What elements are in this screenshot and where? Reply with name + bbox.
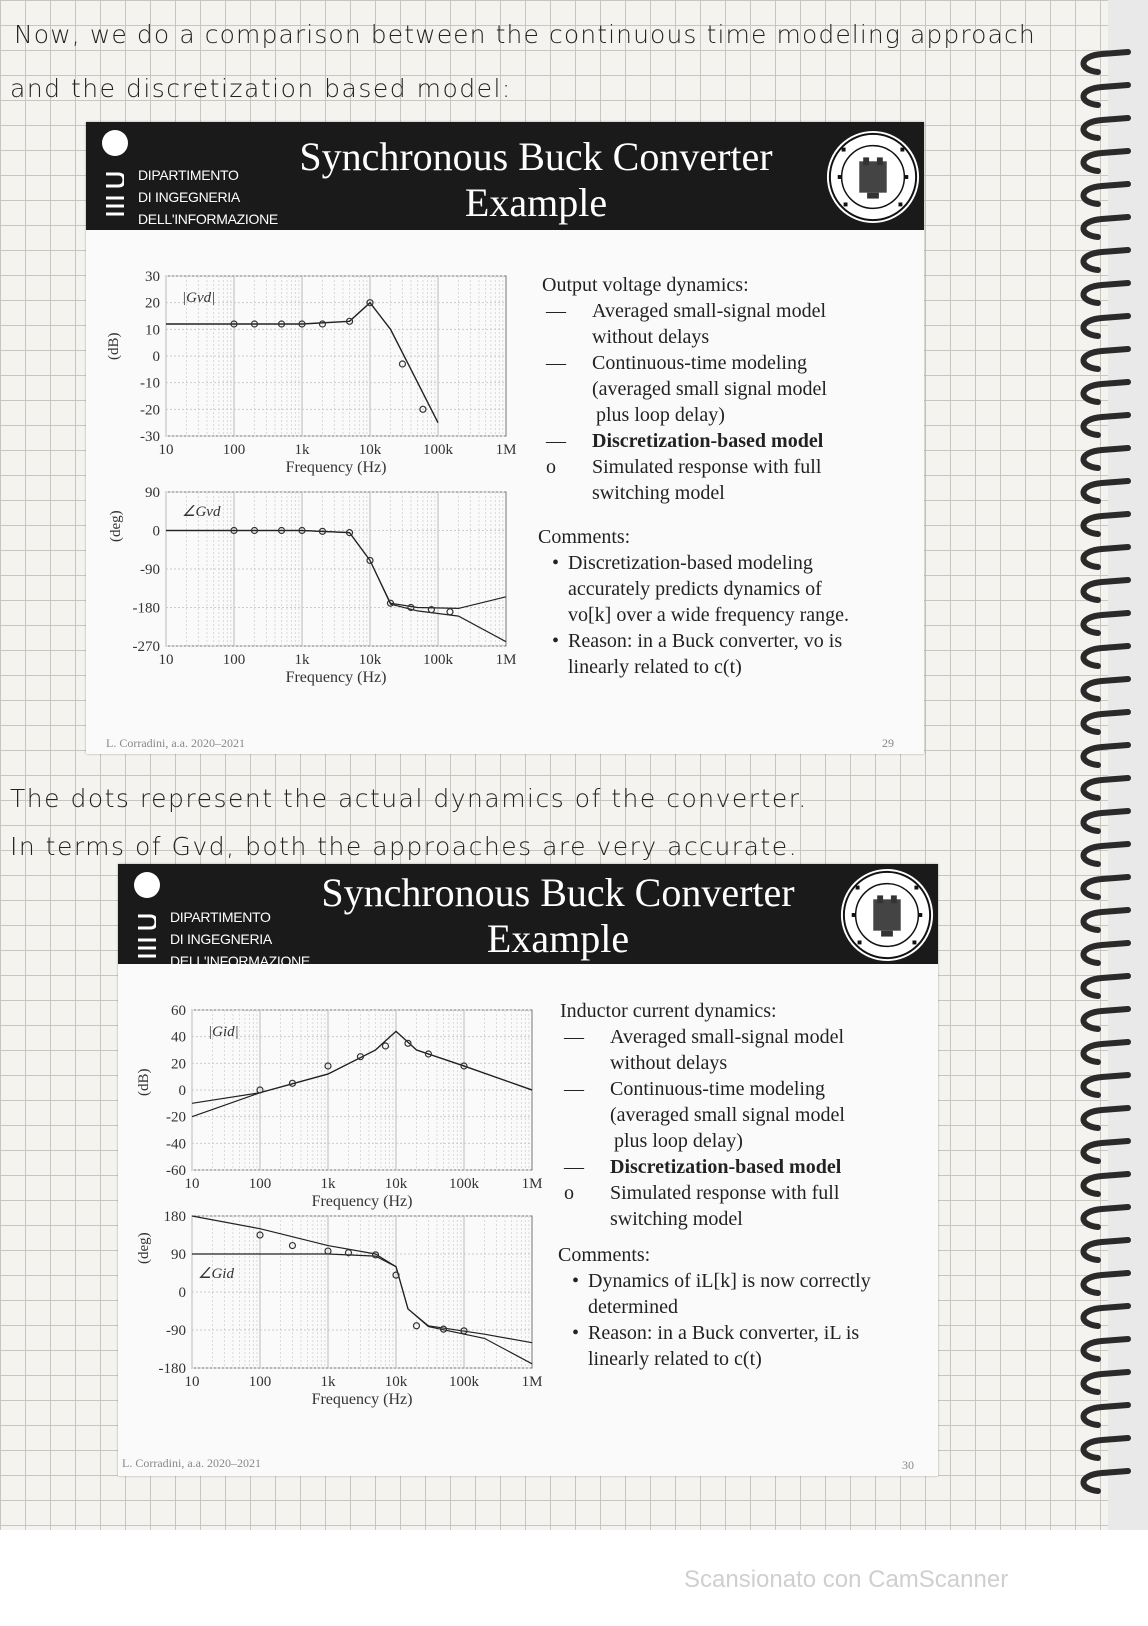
legend-item: [560, 1024, 845, 1076]
legend-text: Averaged small-signal model: [592, 300, 827, 322]
legend-marker: o: [564, 1182, 574, 1204]
legend-text: (averaged small signal model: [592, 378, 827, 400]
x-tick-labels: [159, 442, 517, 458]
comments-title: Comments:: [558, 1244, 651, 1266]
simulated-point: [447, 609, 453, 615]
comment-item: [538, 628, 849, 680]
x-tick-label: 100: [222, 652, 246, 668]
university-logo: [100, 128, 278, 227]
slide-page-number: 29: [882, 736, 894, 750]
legend-text: Discretization-based model: [592, 430, 824, 452]
legend-title: Output voltage dynamics:: [542, 274, 749, 296]
x-tick-label: 100k: [449, 1176, 479, 1192]
legend-text: Continuous-time modeling: [592, 352, 807, 374]
x-tick-label: 1M: [495, 442, 516, 458]
simulated-points: [231, 300, 426, 413]
note-line-4: In terms of Gvd, both the approaches are very accurate.: [10, 832, 799, 861]
mag-ylabel: (dB): [136, 1068, 152, 1096]
y-tick-label: 20: [171, 1056, 186, 1073]
simulated-points: [231, 528, 453, 615]
comment-text: linearly related to c(t): [568, 656, 742, 678]
legend-item: [542, 350, 827, 428]
x-tick-label: 100k: [449, 1374, 479, 1390]
legend-text: without delays: [610, 1052, 728, 1074]
x-tick-label: 10k: [358, 442, 382, 458]
legend-item: [542, 298, 827, 350]
y-tick-labels: [166, 1003, 186, 1179]
comment-text: vo[k] over a wide frequency range.: [568, 604, 849, 626]
university-logo: [132, 870, 310, 969]
simulated-points: [257, 1232, 467, 1334]
note-line-1: Now, we do a comparison between the continuous time modeling approach: [14, 20, 1036, 49]
y-tick-labels: [159, 1209, 187, 1377]
dept-line-1: DIPARTIMENTO: [138, 167, 239, 183]
comment-text: • Discretization-based modeling: [568, 552, 813, 574]
legend-text: Discretization-based model: [610, 1156, 842, 1178]
x-tick-label: 100k: [423, 442, 453, 458]
gvd-phase-plot: [96, 482, 516, 702]
comment-text: • Reason: in a Buck converter, vo is: [568, 630, 843, 652]
y-tick-label: 0: [152, 523, 160, 540]
spiral-binding: [1068, 0, 1148, 1530]
legend-item: [542, 428, 827, 454]
logo-dot-icon: [102, 130, 128, 156]
dept-line-3: DELL'INFORMAZIONE: [170, 953, 310, 969]
comment-text: • Reason: in a Buck converter, iL is: [588, 1322, 860, 1344]
logo-dot-icon: [134, 872, 160, 898]
y-tick-label: 90: [171, 1247, 186, 1263]
mag-plot-label: |Gvd|: [182, 290, 216, 306]
y-tick-label: -90: [166, 1323, 186, 1339]
comment-text: determined: [588, 1296, 678, 1318]
x-tick-label: 100: [222, 442, 246, 458]
gid-phase-plot: [122, 1208, 542, 1418]
y-tick-label: 20: [145, 295, 160, 312]
legend-item: [560, 1154, 845, 1180]
mag-xlabel: Frequency (Hz): [285, 459, 387, 476]
y-tick-label: -40: [166, 1136, 186, 1153]
x-tick-label: 1M: [521, 1176, 542, 1192]
legend-text: Simulated response with full: [610, 1182, 840, 1204]
note-line-3: The dots represent the actual dynamics of the converter.: [10, 784, 808, 813]
y-tick-label: 0: [152, 349, 160, 365]
y-tick-label: 60: [171, 1003, 186, 1019]
y-tick-label: 90: [145, 485, 160, 501]
slide-title-line-2: Example: [486, 916, 630, 961]
y-tick-label: -30: [140, 429, 160, 445]
legend: [542, 272, 827, 506]
legend-item: [542, 454, 827, 506]
x-tick-label: 10k: [384, 1374, 408, 1390]
binding-edge: [1108, 0, 1148, 1530]
comment-text: linearly related to c(t): [588, 1348, 762, 1370]
slide-title-line-1: Synchronous Buck Converter: [321, 870, 795, 915]
legend: [560, 998, 845, 1232]
x-tick-label: 10: [158, 442, 174, 458]
gvd-magnitude-plot: [96, 262, 516, 482]
legend-marker: —: [564, 1156, 584, 1178]
series-discretization-line: [192, 1254, 532, 1364]
legend-text: Continuous-time modeling: [610, 1078, 825, 1100]
legend-text: plus loop delay): [614, 1130, 743, 1152]
legend-marker: —: [546, 300, 566, 322]
x-tick-label: 10k: [358, 652, 382, 668]
comment-item: [558, 1268, 871, 1320]
y-tick-labels: [133, 485, 161, 655]
comment-text: accurately predicts dynamics of: [568, 578, 822, 600]
x-tick-labels: [185, 1374, 543, 1390]
comments-title: Comments:: [538, 526, 631, 548]
x-tick-label: 100: [248, 1374, 272, 1390]
y-tick-label: 10: [145, 322, 160, 339]
slide-title-line-1: Synchronous Buck Converter: [299, 134, 773, 179]
comments: [538, 524, 849, 680]
legend-text: Simulated response with full: [592, 456, 822, 478]
y-tick-label: -20: [166, 1109, 186, 1126]
slide-header: [86, 122, 924, 230]
slide-30: [118, 864, 938, 1476]
legend-text: plus loop delay): [596, 404, 725, 426]
x-tick-label: 1k: [294, 442, 310, 458]
legend-marker: —: [564, 1078, 584, 1100]
y-tick-label: -270: [132, 639, 160, 655]
legend-marker: o: [546, 456, 556, 478]
gid-magnitude-plot: [122, 996, 542, 1216]
university-seal-icon: [824, 128, 922, 226]
x-tick-label: 10: [158, 652, 174, 668]
legend-text: Averaged small-signal model: [610, 1026, 845, 1048]
x-tick-label: 1k: [320, 1374, 336, 1390]
y-tick-label: 30: [145, 269, 160, 285]
y-tick-label: -60: [166, 1163, 186, 1179]
mag-ylabel: (dB): [106, 332, 122, 360]
series-continuous-line: [192, 1031, 532, 1116]
legend-marker: —: [564, 1026, 584, 1048]
y-tick-label: 40: [171, 1029, 186, 1046]
camscanner-watermark: Scansionato con CamScanner: [684, 1566, 1009, 1593]
x-tick-label: 100: [248, 1176, 272, 1192]
slide-29: [86, 122, 924, 754]
slide-header: [118, 864, 938, 969]
legend-title: Inductor current dynamics:: [560, 1000, 777, 1022]
legend-marker: —: [546, 430, 566, 452]
x-tick-labels: [185, 1176, 543, 1192]
series-discretization-line: [192, 1031, 532, 1103]
legend-marker: —: [546, 352, 566, 374]
comment-item: [558, 1320, 871, 1372]
legend-item: [560, 1076, 845, 1154]
y-tick-label: -10: [140, 375, 160, 392]
phase-ylabel: (deg): [136, 1232, 152, 1264]
note-line-2: and the discretization based model:: [10, 74, 512, 103]
grid: [192, 1216, 532, 1368]
phase-plot-label: ∠Gvd: [182, 504, 221, 520]
phase-xlabel: Frequency (Hz): [311, 1391, 413, 1408]
y-tick-label: -90: [140, 562, 160, 578]
mag-plot-label: |Gid|: [208, 1024, 239, 1040]
logo-bars-icon: [104, 168, 124, 218]
legend-item: [560, 1180, 845, 1232]
y-tick-label: 0: [178, 1083, 186, 1099]
series-discretization-line: [166, 531, 506, 642]
slide-footer: L. Corradini, a.a. 2020–2021: [122, 1456, 261, 1470]
x-tick-label: 10: [184, 1374, 200, 1390]
university-seal-icon: [838, 866, 936, 964]
x-tick-label: 1M: [495, 652, 516, 668]
series-continuous-line: [192, 1216, 532, 1343]
logo-bars-icon: [136, 910, 156, 960]
x-tick-label: 1M: [521, 1374, 542, 1390]
x-tick-label: 1k: [294, 652, 310, 668]
slide-footer: L. Corradini, a.a. 2020–2021: [106, 736, 245, 750]
phase-plot-label: ∠Gid: [198, 1266, 234, 1282]
slide-title-line-2: Example: [464, 180, 608, 225]
y-tick-label: 180: [163, 1209, 186, 1225]
comment-text: • Dynamics of iL[k] is now correctly: [588, 1270, 871, 1292]
dept-line-3: DELL'INFORMAZIONE: [138, 211, 278, 227]
slide-page-number: 30: [902, 1458, 914, 1472]
dept-line-1: DIPARTIMENTO: [170, 909, 271, 925]
x-tick-label: 10k: [384, 1176, 408, 1192]
phase-ylabel: (deg): [108, 510, 124, 542]
dept-line-2: DI INGEGNERIA: [138, 189, 240, 205]
dept-line-2: DI INGEGNERIA: [170, 931, 272, 947]
comment-item: [538, 550, 849, 628]
legend-text: without delays: [592, 326, 710, 348]
legend-text: switching model: [592, 482, 725, 504]
slide-title: [286, 134, 786, 226]
y-tick-labels: [140, 269, 160, 445]
y-tick-label: -20: [140, 402, 160, 419]
comments: [558, 1242, 871, 1372]
mag-xlabel: Frequency (Hz): [311, 1193, 413, 1210]
grid: [166, 276, 506, 436]
x-tick-label: 1k: [320, 1176, 336, 1192]
slide-title: [308, 870, 808, 962]
y-tick-label: -180: [158, 1361, 186, 1377]
x-tick-labels: [159, 652, 517, 668]
x-tick-label: 100k: [423, 652, 453, 668]
y-tick-label: 0: [178, 1285, 186, 1301]
x-tick-label: 10: [184, 1176, 200, 1192]
grid: [192, 1010, 532, 1170]
legend-text: (averaged small signal model: [610, 1104, 845, 1126]
legend-text: switching model: [610, 1208, 743, 1230]
y-tick-label: -180: [132, 600, 160, 617]
phase-xlabel: Frequency (Hz): [285, 669, 387, 686]
